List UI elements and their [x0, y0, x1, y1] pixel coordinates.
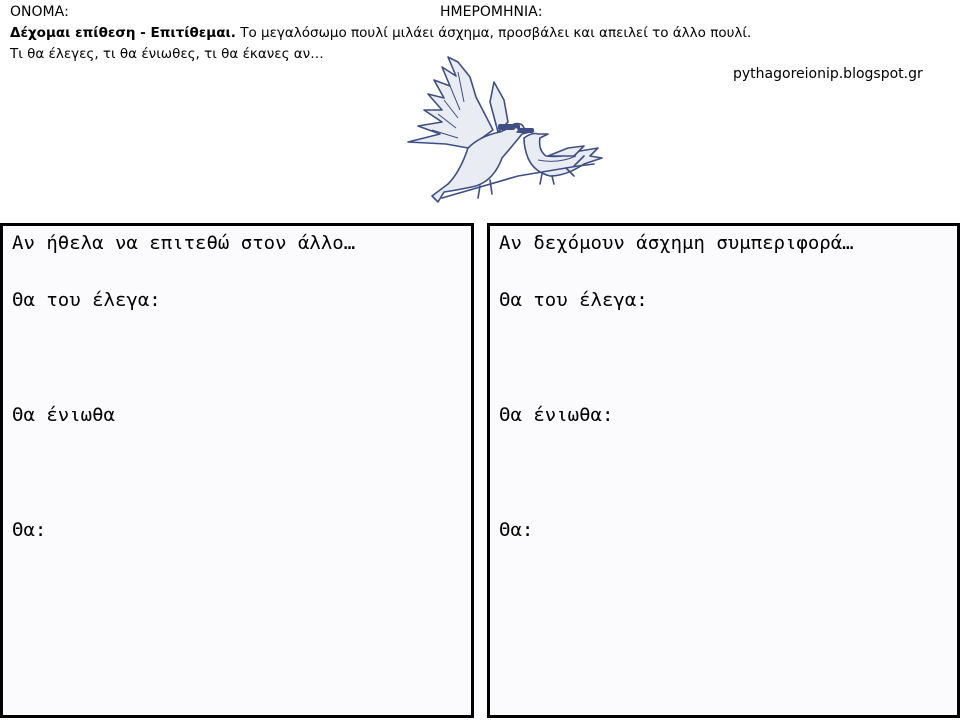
prompt-feel: Θα ένιωθα: — [499, 404, 614, 426]
two-doves-icon — [398, 52, 608, 212]
prompt-say: Θα του έλεγα: — [12, 289, 161, 311]
instruction-line-1 — [10, 24, 751, 42]
site-url: pythagoreionip.blogspot.gr — [733, 66, 923, 82]
instruction-title: Δέχομαι επίθεση - Επιτίθεμαι. — [10, 25, 236, 41]
prompt-say: Θα του έλεγα: — [499, 289, 648, 311]
prompt-feel: Θα ένιωθα — [12, 404, 115, 426]
instruction-line-2: Τι θα έλεγες, τι θα ένιωθες, τι θα έκανες αν… — [10, 46, 324, 62]
answer-box-left[interactable] — [0, 223, 474, 718]
instruction-text: Το μεγαλόσωμο πουλί μιλάει άσχημα, προσβάλει και απειλεί το άλλο πουλί. — [235, 25, 752, 41]
name-label: ΟΝΟΜΑ: — [10, 4, 69, 20]
date-label: ΗΜΕΡΟΜΗΝΙΑ: — [440, 4, 543, 20]
prompt-do: Θα: — [12, 519, 47, 541]
prompt-do: Θα: — [499, 519, 534, 541]
box-heading: Αν ήθελα να επιτεθώ στον άλλο… — [12, 232, 356, 254]
box-heading: Αν δεχόμουν άσχημη συμπεριφορά… — [499, 232, 854, 254]
answer-box-right[interactable] — [487, 223, 960, 718]
